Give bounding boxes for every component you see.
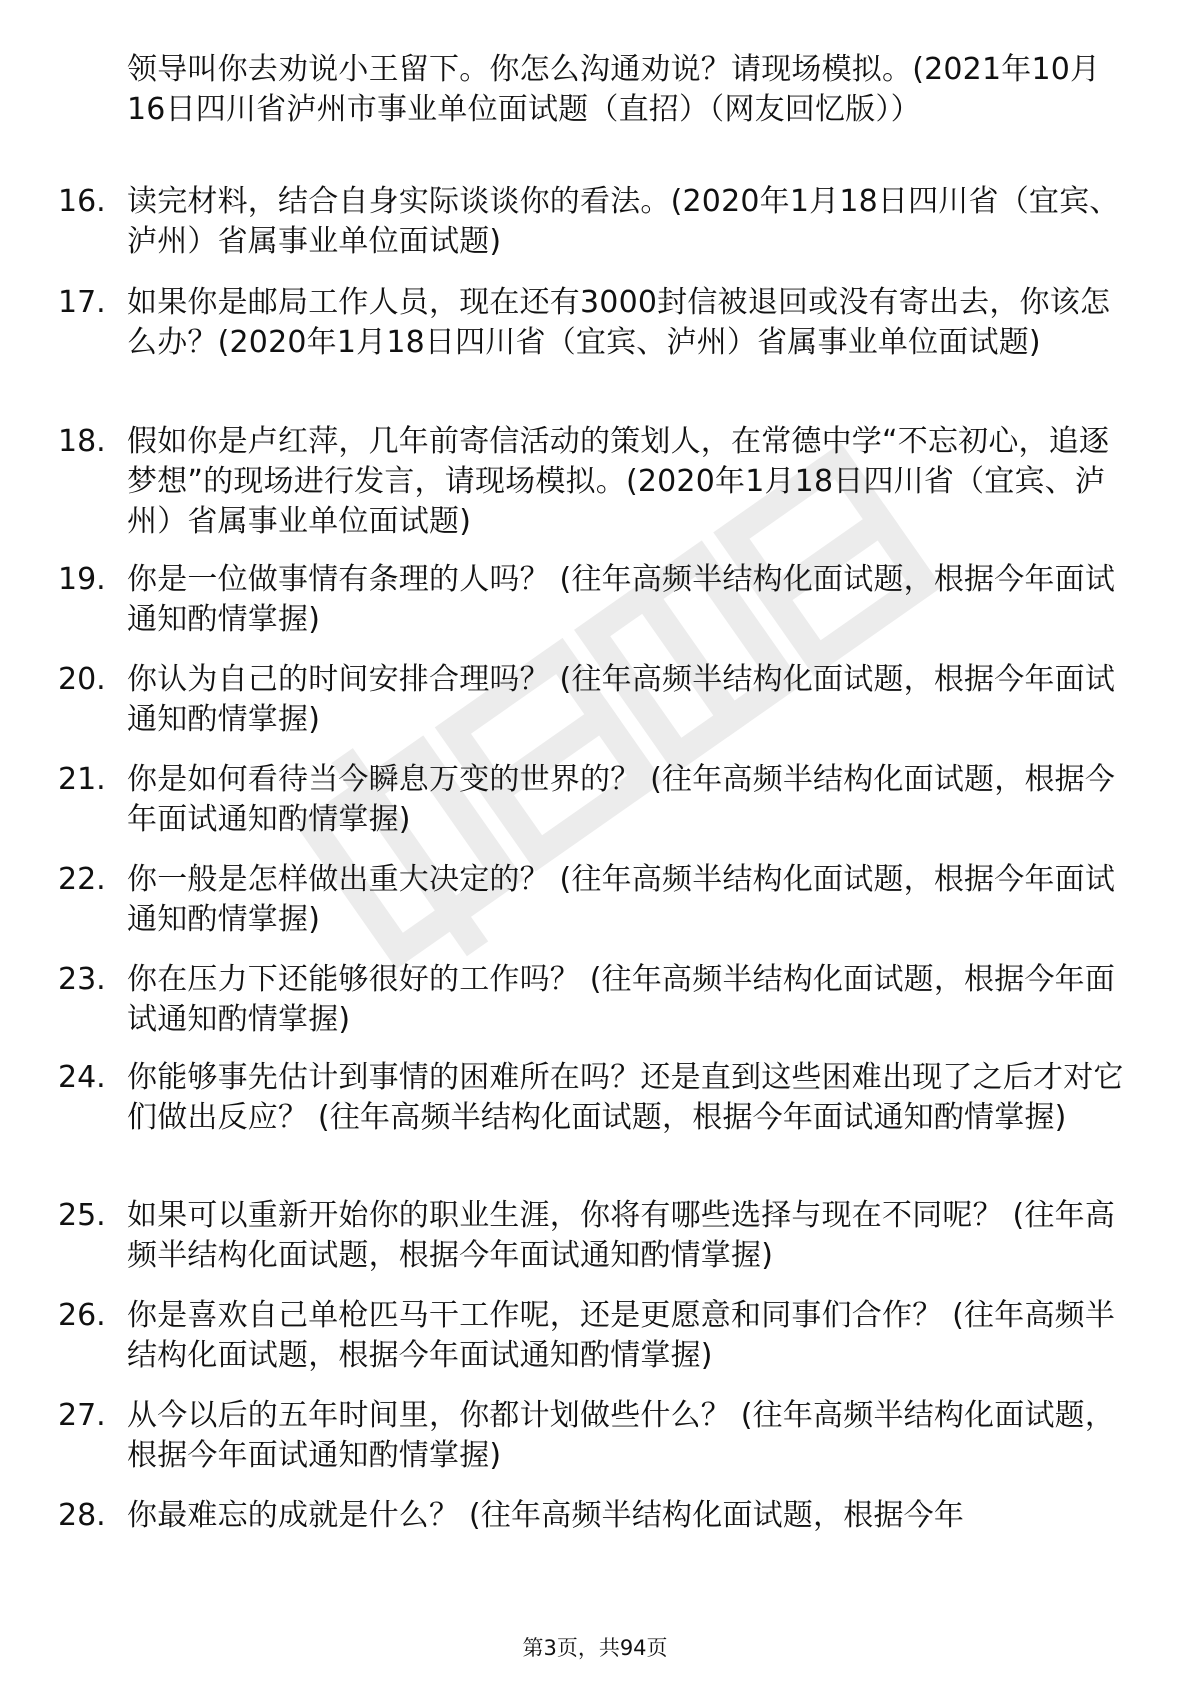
question-number: 20. xyxy=(58,662,106,697)
question-text: 你是喜欢自己单枪匹马干工作呢，还是更愿意和同事们合作？ (往年高频半结构化面试题，根据今年面试通知酌情掌握) xyxy=(127,1298,1116,1373)
question-text: 你认为自己的时间安排合理吗？ (往年高频半结构化面试题，根据今年面试通知酌情掌握) xyxy=(127,662,1116,737)
question-text: 如果你是邮局工作人员，现在还有3000封信被退回或没有寄出去，你该怎么办？(2020年1月18日四川省（宜宾、泸州）省属事业单位面试题) xyxy=(127,285,1111,360)
question-text: 你一般是怎样做出重大决定的？ (往年高频半结构化面试题，根据今年面试通知酌情掌握) xyxy=(127,862,1116,937)
question-text: 领导叫你去劝说小王留下。你怎么沟通劝说？请现场模拟。(2021年10月16日四川省泸州市事业单位面试题（直招）（网友回忆版）） xyxy=(127,52,1101,127)
question-text: 从今以后的五年时间里，你都计划做些什么？ (往年高频半结构化面试题，根据今年面试通知酌情掌握) xyxy=(127,1398,1116,1473)
page-number-footer: 第3页，共94页 xyxy=(522,1636,668,1660)
question-number: 17. xyxy=(58,285,106,320)
question-number: 19. xyxy=(58,562,106,597)
question-text: 读完材料，结合自身实际谈谈你的看法。(2020年1月18日四川省（宜宾、泸州）省属事业单位面试题) xyxy=(127,184,1120,259)
question-number: 16. xyxy=(58,184,106,219)
question-number: 21. xyxy=(58,762,106,797)
question-text: 你最难忘的成就是什么？ (往年高频半结构化面试题，根据今年 xyxy=(127,1498,965,1533)
question-number: 22. xyxy=(58,862,106,897)
question-text: 如果可以重新开始你的职业生涯，你将有哪些选择与现在不同呢？ (往年高频半结构化面试题，根据今年面试通知酌情掌握) xyxy=(127,1198,1116,1273)
question-text: 你能够事先估计到事情的困难所在吗？还是直到这些困难出现了之后才对它们做出反应？ (往年高频半结构化面试题，根据今年面试通知酌情掌握) xyxy=(127,1060,1124,1135)
question-number: 28. xyxy=(58,1498,106,1533)
question-number: 25. xyxy=(58,1198,106,1233)
question-text: 你是一位做事情有条理的人吗？ (往年高频半结构化面试题，根据今年面试通知酌情掌握) xyxy=(127,562,1116,637)
question-number: 18. xyxy=(58,424,106,459)
question-number: 26. xyxy=(58,1298,106,1333)
question-text: 你在压力下还能够很好的工作吗？ (往年高频半结构化面试题，根据今年面试通知酌情掌握) xyxy=(127,962,1116,1037)
question-text: 你是如何看待当今瞬息万变的世界的？ (往年高频半结构化面试题，根据今年面试通知酌情掌握) xyxy=(127,762,1116,837)
question-number: 23. xyxy=(58,962,106,997)
question-number: 27. xyxy=(58,1398,106,1433)
question-text: 假如你是卢红萍，几年前寄信活动的策划人，在常德中学“不忘初心，追逐梦想”的现场进行发言，请现场模拟。(2020年1月18日四川省（宜宾、泸州）省属事业单位面试题) xyxy=(127,424,1110,539)
question-number: 24. xyxy=(58,1060,106,1095)
